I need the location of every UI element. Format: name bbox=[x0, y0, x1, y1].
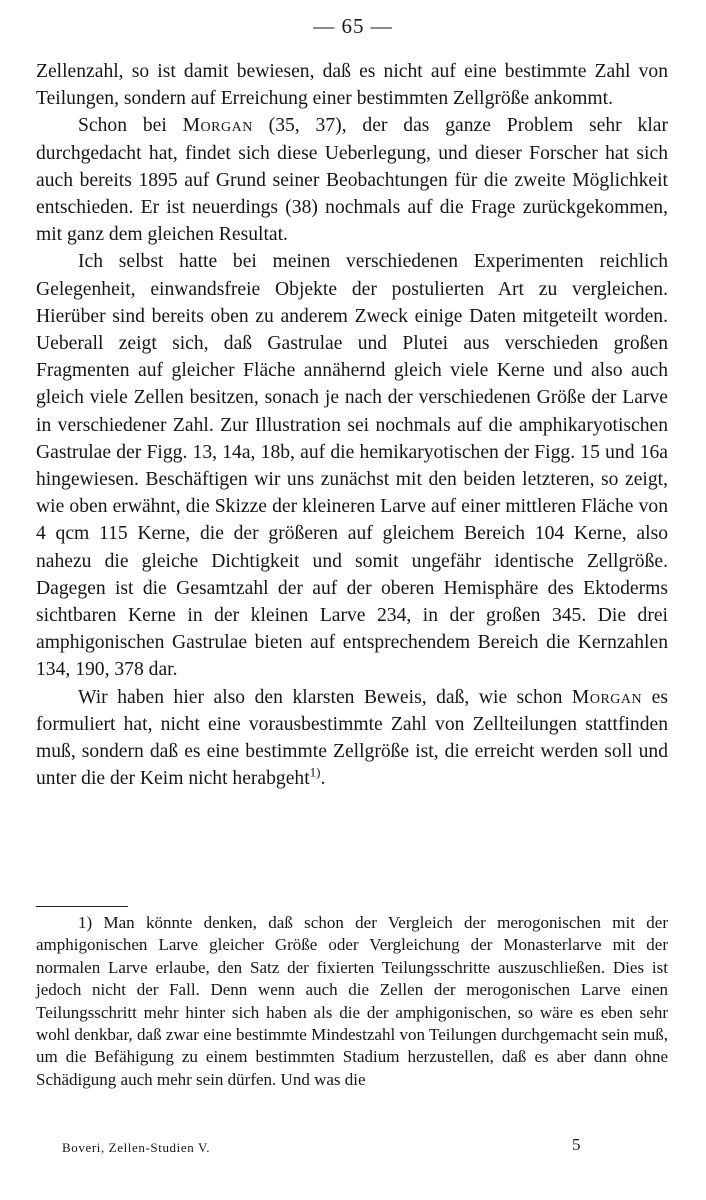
footnote-text: 1) Man könnte denken, daß schon der Vergleich der merogonischen mit der amphigonischen Larve gleicher Größe oder Vergleichung der Monasterlarve mit der normalen Larve erlaube, den Satz der fixierten Teilungsschritte auszuschließen. Dies ist jedoch nicht der Fall. Denn wenn auch die Zellen der merogonischen Larve einen Teilungsschritt mehr hinter sich haben als die der amphigonischen, so wäre es eben sehr wohl denkbar, daß zwar eine bestimmte Mindestzahl von Teilungen durchgemacht sein muß, um die Befähigung zu einem bestimmten Stadium herzustellen, daß es aber dann ohne Schädigung auch mehr sein dürfen. Und was die bbox=[36, 913, 668, 1089]
paragraph: Zellenzahl, so ist damit bewiesen, daß es nicht auf eine bestimmte Zahl von Teilungen, sondern auf Erreichung einer bestimmten Zellgröße ankommt. bbox=[36, 61, 668, 110]
printer-signature: Boveri, Zellen-Studien V. bbox=[62, 1140, 211, 1155]
footnote-divider bbox=[36, 906, 128, 907]
sheet-number: 5 bbox=[572, 1135, 581, 1154]
paragraph-text: es formuliert hat, nicht eine vorausbestimmte Zahl von Zellteilungen stattfinden muß, sondern daß es eine bestimmte Zellgröße ist, die erreicht werden soll und unter die der Keim nicht herabgeht bbox=[36, 686, 668, 790]
body-text bbox=[36, 58, 668, 792]
paragraph bbox=[36, 112, 668, 248]
paragraph-text: Wir haben hier also den klarsten Beweis, daß, wie schon bbox=[78, 686, 572, 708]
page-number: — 65 — bbox=[313, 14, 393, 38]
footnote-reference[interactable]: 1) bbox=[309, 764, 321, 780]
footnote bbox=[36, 912, 668, 1091]
author-name: Morgan bbox=[182, 115, 253, 137]
paragraph: Ich selbst hatte bei meinen verschiedenen Experimenten reichlich Gelegenheit, einwandsfreie Objekte der postulierten Art zu vergleichen. Hierüber sind bereits oben zu anderem Zweck einige Daten mitgeteilt worden. Ueberall zeigt sich, daß Gastrulae und Plutei aus verschieden großen Fragmenten auf gleicher Fläche annähernd gleich viele Kerne und also auch gleich viele Zellen besitzen, sonach je nach der verschiedenen Größe der Larve in verschiedener Zahl. Zur Illustration sei nochmals auf die amphikaryotischen Gastrulae der Figg. 13, 14a, 18b, auf die hemikaryotischen der Figg. 15 und 16a hingewiesen. Beschäftigen wir uns zunächst mit den beiden letzteren, so zeigt, wie oben erwähnt, die Skizze der kleineren Larve auf einer mittleren Fläche von 4 qcm 115 Kerne, die der größeren auf gleichem Bereich 104 Kerne, also nahezu die gleiche Dichtigkeit und somit ungefähr identische Zellgröße. Dagegen ist die Gesamtzahl der auf der oberen Hemisphäre des Ektoderms sichtbaren Kerne in der kleinen Larve 234, in der großen 345. Die drei amphigonischen Gastrulae bieten auf entsprechendem Bereich die Kernzahlen 134, 190, 378 dar. bbox=[36, 251, 668, 681]
paragraph-text: (35, 37), der das ganze Problem sehr klar durchgedacht hat, findet sich diese Ueberlegung, und dieser Forscher hat sich auch bereits 1895 auf Grund seiner Beobachtungen für die zweite Möglichkeit entschieden. Er ist neuerdings (38) nochmals auf die Frage zurückgekommen, mit ganz dem gleichen Resultat. bbox=[36, 115, 668, 246]
author-name: Morgan bbox=[571, 686, 643, 708]
paragraph bbox=[36, 684, 668, 793]
paragraph-text: Schon bei bbox=[78, 115, 183, 137]
paragraph-text: . bbox=[320, 768, 326, 790]
